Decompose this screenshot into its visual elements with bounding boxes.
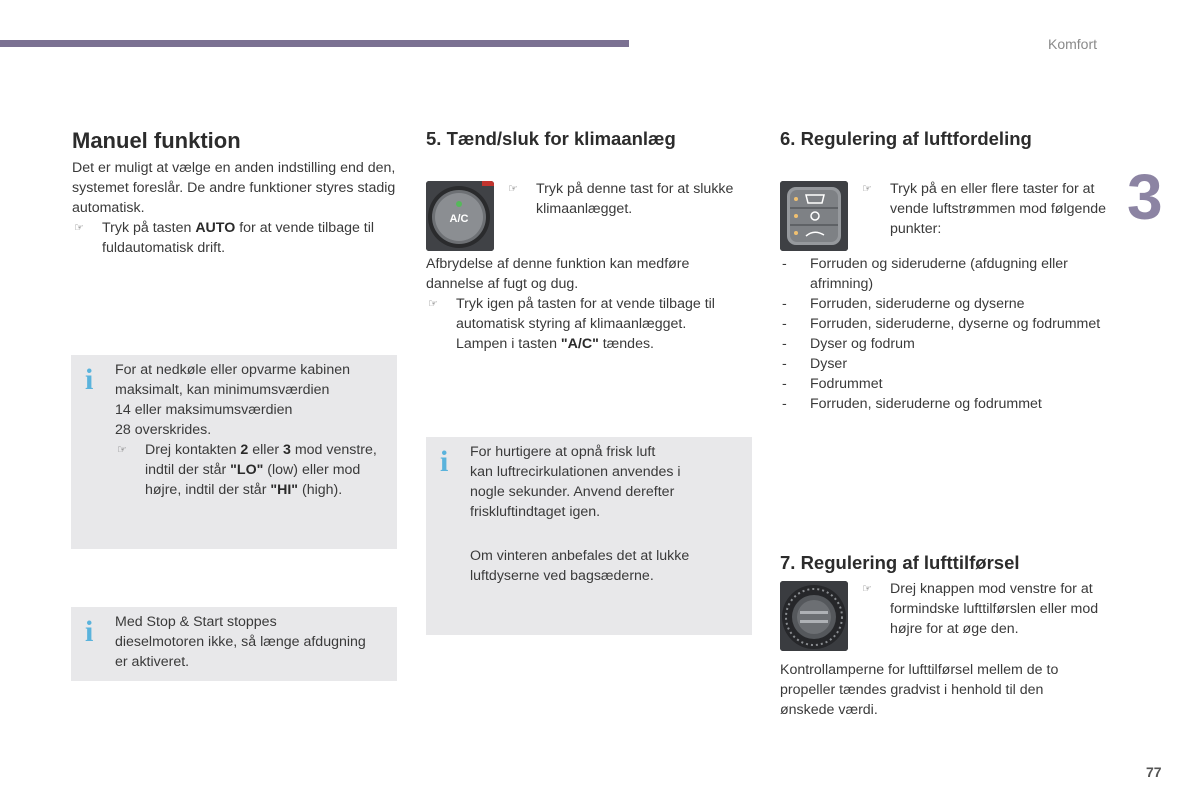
info-box-stop-start: i Med Stop & Start stoppes dieselmotoren ikke, så længe afdugning er aktiveret.	[71, 607, 397, 681]
auto-key-label: AUTO	[195, 220, 236, 236]
column-manual-function	[72, 127, 402, 258]
pointing-hand-icon: ☞	[862, 583, 872, 595]
section-label: Komfort	[1048, 36, 1098, 52]
page-number: 77	[1146, 764, 1162, 780]
ac-indicator-light	[456, 201, 462, 207]
air-distribution-photo	[780, 181, 848, 251]
list-item: - Forruden, sideruderne og fodrummet	[782, 396, 1042, 412]
ac-paragraph: Afbrydelse af denne funktion kan medføre dannelse af fugt og dug.	[426, 256, 690, 292]
chapter-number: 3	[1127, 161, 1163, 233]
ac-button-photo	[426, 181, 494, 251]
air-distribution-list	[780, 254, 1110, 414]
air-flow-paragraph: Kontrollamperne for lufttilførsel mellem de to propeller tændes gradvist i henhold til den ønskede værdi.	[780, 662, 1059, 718]
ac-button-label: A/C	[449, 213, 469, 225]
info-icon: i	[85, 615, 94, 648]
list-item: - Fodrummet	[782, 376, 883, 392]
bullet-ac-off: ☞ Tryk på denne tast for at slukke klimaanlægget.	[508, 181, 734, 217]
bullet-air-flow: ☞ Drej knappen mod venstre for at formindske lufttilførslen eller mod højre for at øge den.	[862, 581, 1099, 637]
intro-paragraph: Det er muligt at vælge en anden indstilling end den, systemet foreslår. De andre funktioner styres stadig automatisk.	[72, 160, 396, 216]
info-icon: i	[85, 363, 94, 396]
pointing-hand-icon: ☞	[862, 183, 872, 195]
air-distribution-illustration	[780, 181, 848, 251]
air-flow-knob-illustration	[780, 581, 848, 651]
pointing-hand-icon: ☞	[508, 183, 518, 195]
info-icon: i	[440, 445, 449, 478]
pointing-hand-icon: ☞	[428, 298, 438, 310]
info-box-temperature: i For at nedkøle eller opvarme kabinen maksimalt, kan minimumsværdien 14 eller maksimumsværdien 28 overskrides. ☞ Drej kontakten 2 eller 3 mod venstre, indtil der står "LO" (low) eller mod højre, indtil der står "HI" (high).	[71, 355, 397, 549]
pointing-hand-icon: ☞	[74, 222, 84, 234]
bullet-air-distribution: ☞ Tryk på en eller flere taster for at vende luftstrømmen mod følgende punkter:	[862, 181, 1107, 237]
info-box-recirculation: i For hurtigere at opnå frisk luft kan luftrecirkulationen anvendes i nogle sekunder. Anvend derefter friskluftindtaget igen. Om vinteren anbefales det at lukke luftdyserne ved bagsæderne.	[426, 437, 752, 635]
list-item: - Dyser	[782, 356, 848, 372]
section-title-air-flow: 7. Regulering af lufttilførsel	[780, 552, 1020, 573]
header-accent-bar	[0, 40, 629, 47]
pointing-hand-icon: ☞	[117, 444, 127, 456]
list-item: - Forruden, sideruderne, dyserne og fodrummet	[782, 316, 1101, 332]
section-title-ac: 5. Tænd/sluk for klimaanlæg	[426, 128, 676, 149]
bullet-ac-on: ☞ Tryk igen på tasten for at vende tilbage til automatisk styring af klimaanlægget. Lampen i tasten "A/C" tændes.	[428, 296, 715, 352]
bullet-lo-hi: ☞ Drej kontakten 2 eller 3 mod venstre, indtil der står "LO" (low) eller mod højre, indtil der står "HI" (high).	[117, 442, 377, 498]
section-title-air-distribution: 6. Regulering af luftfordeling	[780, 128, 1032, 149]
list-item: - Dyser og fodrum	[782, 336, 915, 352]
list-item: - Forruden og sideruderne (afdugning eller afrimning)	[782, 256, 1068, 292]
air-flow-knob-photo	[780, 581, 848, 651]
bullet-auto: ☞ Tryk på tasten AUTO for at vende tilbage til fuldautomatisk drift.	[74, 220, 375, 256]
ac-button-illustration	[426, 181, 494, 251]
ac-body	[426, 254, 732, 354]
list-item: - Forruden, sideruderne og dyserne	[782, 296, 1025, 312]
section-title-manual-function: Manuel funktion	[72, 128, 241, 153]
